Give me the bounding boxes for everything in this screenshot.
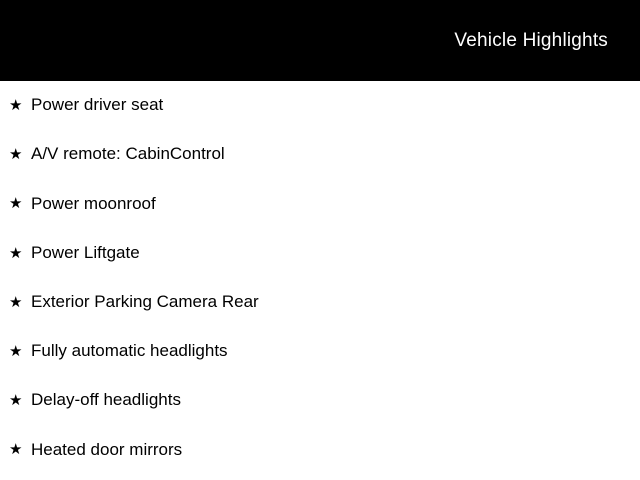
list-item-label: Delay-off headlights [31, 390, 181, 410]
star-icon: ★ [9, 293, 23, 311]
star-icon: ★ [9, 441, 23, 459]
list-item [0, 229, 640, 278]
star-icon: ★ [9, 195, 23, 213]
page-title: Vehicle Highlights [454, 30, 608, 51]
list-item-label: Fully automatic headlights [31, 341, 228, 361]
list-item-label: Power moonroof [31, 193, 156, 213]
list-item-label: Power driver seat [31, 95, 164, 115]
star-icon: ★ [9, 97, 23, 115]
star-icon: ★ [9, 146, 23, 164]
list-item [0, 425, 640, 474]
list-item-label: Power Liftgate [31, 242, 140, 262]
list-item [0, 327, 640, 376]
list-item-label: Heated door mirrors [31, 439, 183, 459]
star-icon: ★ [9, 392, 23, 410]
list-item [0, 179, 640, 228]
list-item [0, 81, 640, 130]
list-item [0, 376, 640, 425]
list-item-label: A/V remote: CabinControl [31, 144, 225, 164]
vehicle-highlights-list [0, 81, 640, 475]
list-item-label: Exterior Parking Camera Rear [31, 292, 259, 311]
star-icon: ★ [9, 343, 23, 361]
star-icon: ★ [9, 244, 23, 262]
list-item [0, 278, 640, 327]
list-item [0, 130, 640, 179]
header-bar [0, 0, 640, 81]
